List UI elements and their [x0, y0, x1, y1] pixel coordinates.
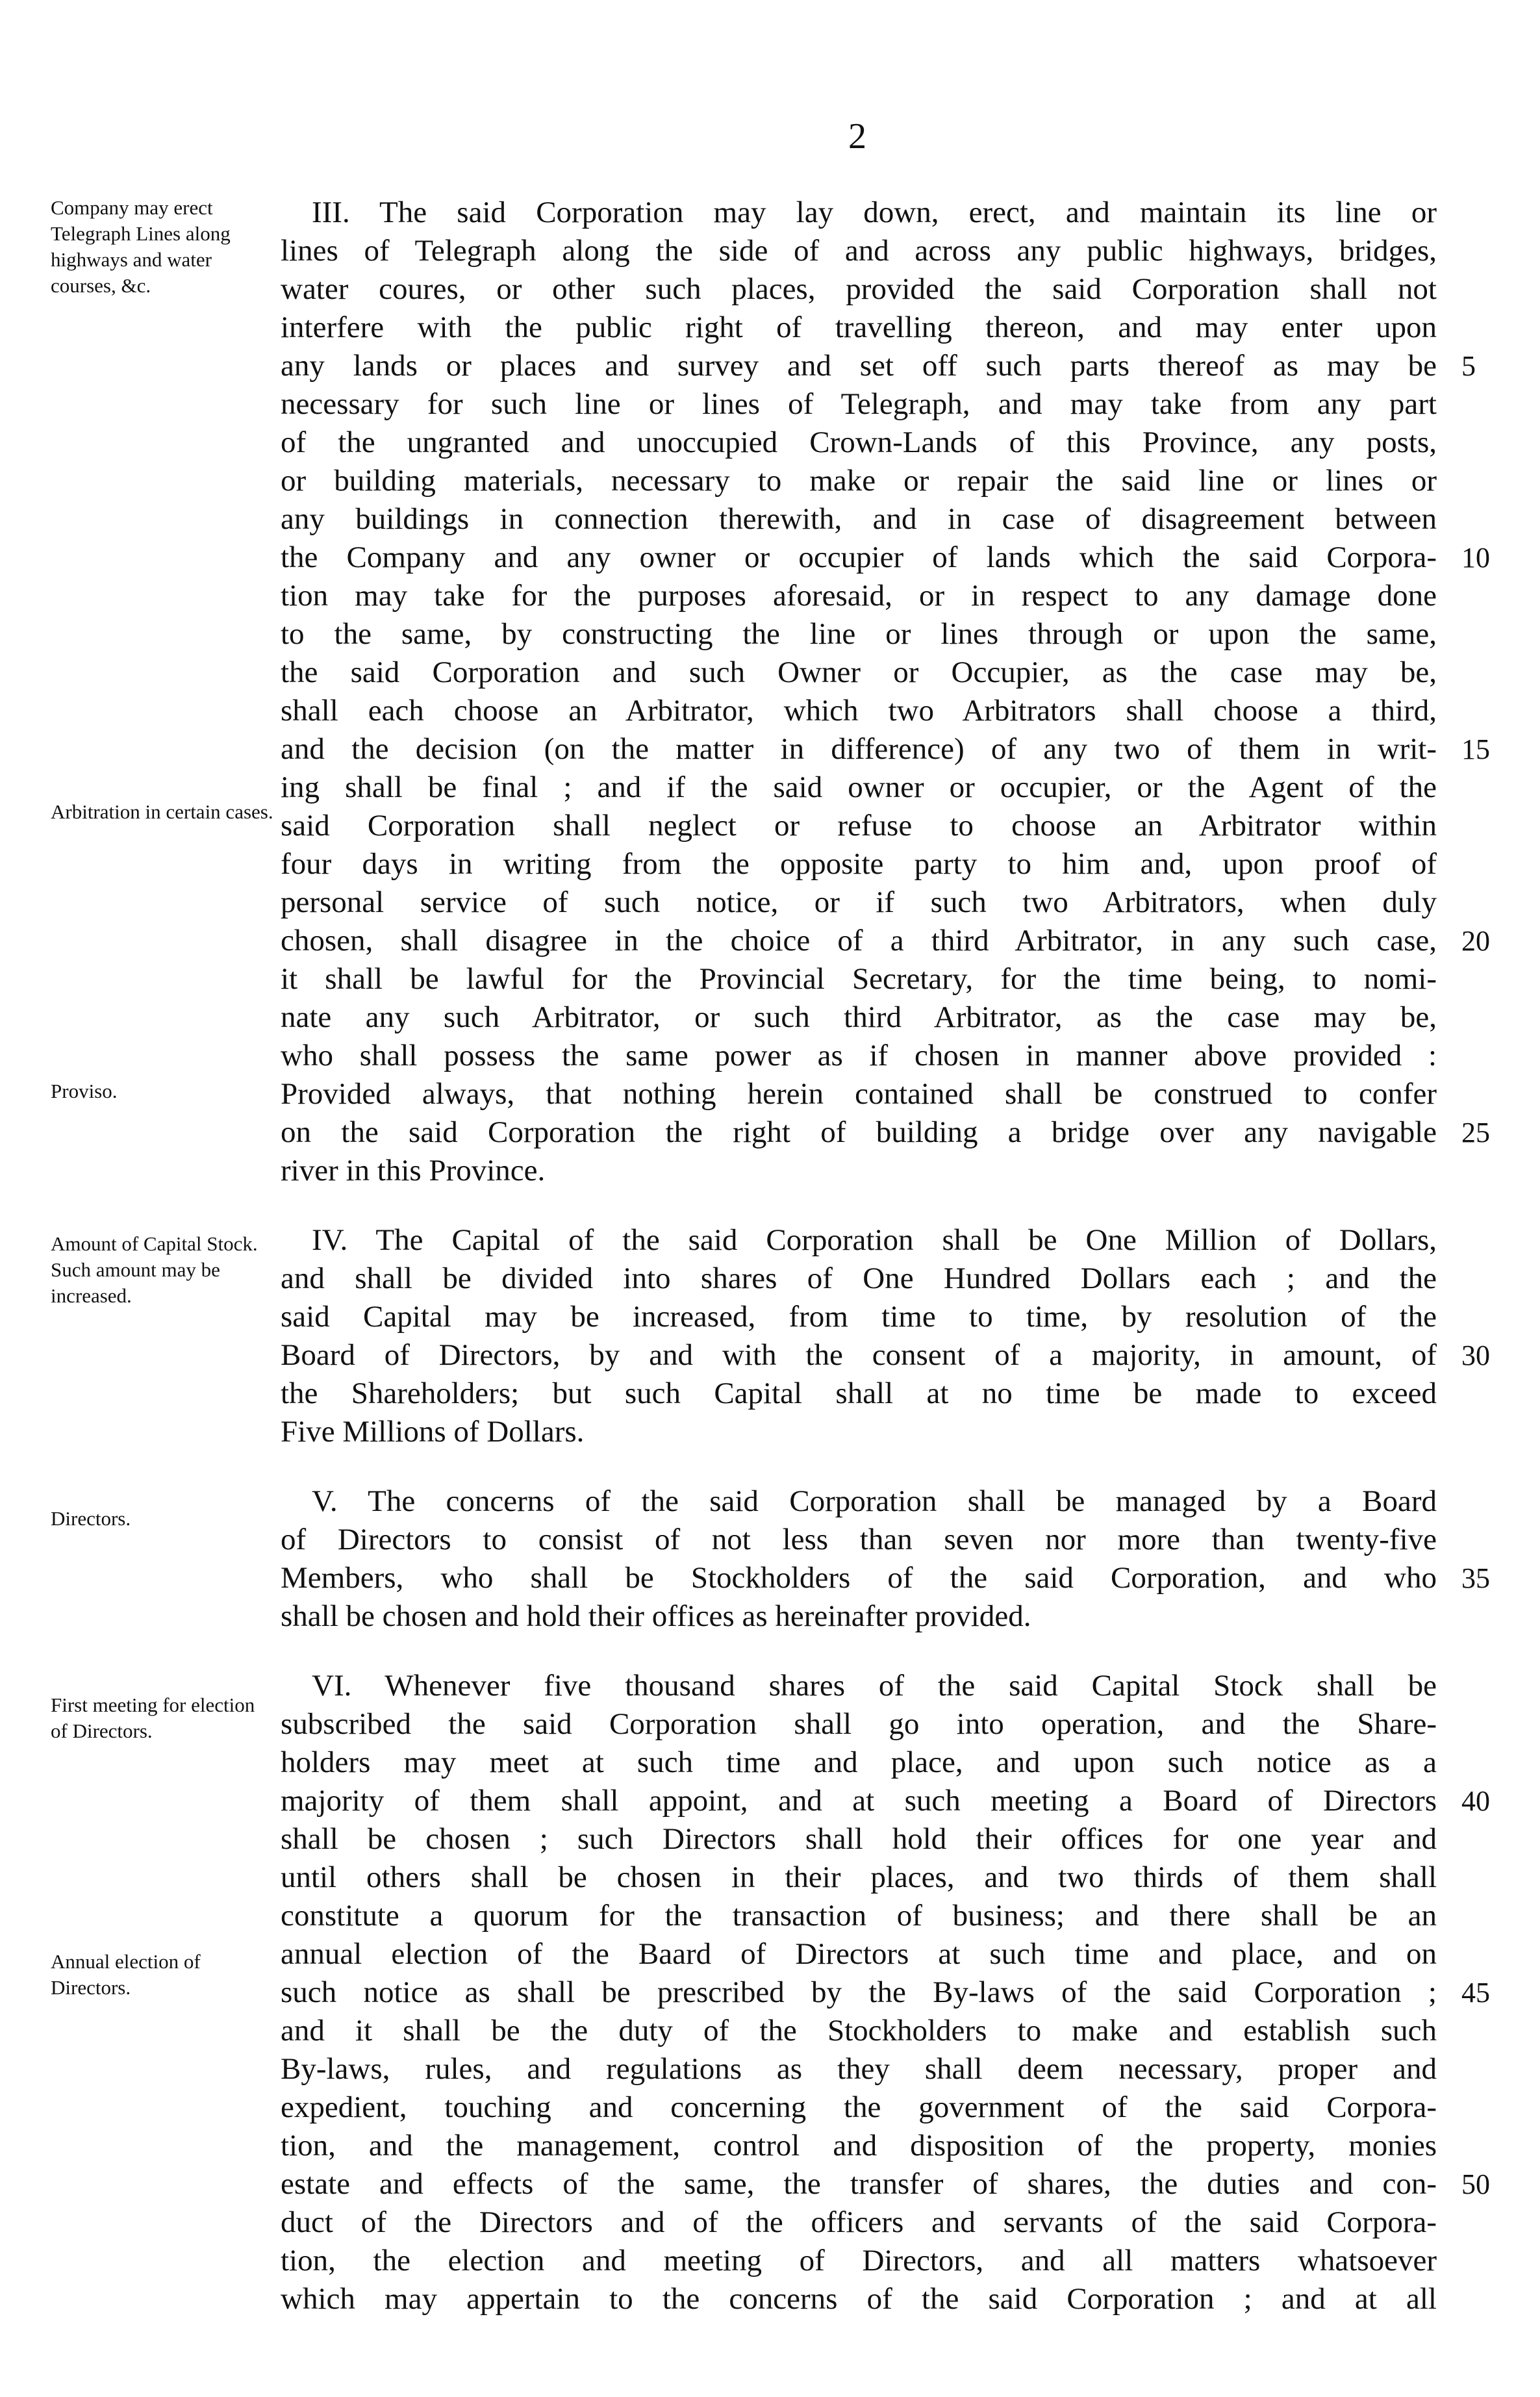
body-line: Provided always, that nothing herein contained shall be construed to confer	[281, 1077, 1437, 1111]
body-line: estate and effects of the same, the transfer of shares, the duties and con-	[281, 2167, 1437, 2201]
body-line: lines of Telegraph along the side of and across any public highways, bridges,	[281, 234, 1437, 268]
line-number: 15	[1461, 733, 1490, 765]
body-line: interfere with the public right of travelling thereon, and may enter upon	[281, 311, 1437, 344]
body-line: any lands or places and survey and set off such parts thereof as may be	[281, 349, 1437, 383]
body-line: said Capital may be increased, from time to time, by resolution of the	[281, 1300, 1437, 1334]
margin-note-proviso: Proviso.	[51, 1080, 118, 1102]
margin-note-capital-stock: Amount of Capital Stock. Such amount may be increased.	[51, 1232, 258, 1307]
body-line: majority of them shall appoint, and at such meeting a Board of Directors	[281, 1784, 1437, 1818]
body-line: until others shall be chosen in their places, and two thirds of them shall	[281, 1860, 1437, 1894]
body-line: By-laws, rules, and regulations as they shall deem necessary, proper and	[281, 2052, 1437, 2086]
line-number: 40	[1461, 1785, 1490, 1817]
body-line: Board of Directors, by and with the consent of a majority, in amount, of	[281, 1338, 1437, 1372]
body-line: of the ungranted and unoccupied Crown-Lands of this Province, any posts,	[281, 425, 1437, 459]
margin-note-annual-election: Annual election of Directors.	[51, 1950, 201, 1999]
line-number: 35	[1461, 1562, 1490, 1594]
body-line: III. The said Corporation may lay down, erect, and maintain its line or	[312, 196, 1437, 229]
body-line: river in this Province.	[281, 1154, 546, 1187]
line-number: 20	[1461, 925, 1490, 957]
body-line: nate any such Arbitrator, or such third Arbitrator, as the case may be,	[281, 1000, 1437, 1034]
body-line: duct of the Directors and of the officers and servants of the said Corpora-	[281, 2205, 1437, 2239]
body-line: VI. Whenever five thousand shares of the said Capital Stock shall be	[312, 1669, 1437, 1703]
body-line: such notice as shall be prescribed by the By-laws of the said Corporation ;	[281, 1975, 1437, 2009]
body-line: it shall be lawful for the Provincial Secretary, for the time being, to nomi-	[281, 962, 1437, 996]
body-line: and the decision (on the matter in difference) of any two of them in writ-	[281, 732, 1437, 766]
body-line: and shall be divided into shares of One Hundred Dollars each ; and the	[281, 1262, 1437, 1295]
body-line: annual election of the Baard of Directors at such time and place, and on	[281, 1937, 1437, 1971]
body-line: constitute a quorum for the transaction of business; and there shall be an	[281, 1899, 1437, 1933]
body-line: the Shareholders; but such Capital shall at no time be made to exceed	[281, 1376, 1437, 1410]
line-number: 45	[1461, 1977, 1490, 2009]
body-line: subscribed the said Corporation shall go into operation, and the Share-	[281, 1707, 1437, 1741]
line-number: 25	[1461, 1117, 1490, 1148]
body-line: on the said Corporation the right of building a bridge over any navigable	[281, 1115, 1437, 1149]
body-line: expedient, touching and concerning the government of the said Corpora-	[281, 2090, 1437, 2124]
body-line: water coures, or other such places, provided the said Corporation shall not	[281, 272, 1437, 306]
body-line: chosen, shall disagree in the choice of a third Arbitrator, in any such case,	[281, 924, 1437, 958]
body-line: tion may take for the purposes aforesaid, or in respect to any damage done	[281, 579, 1437, 613]
body-line: Five Millions of Dollars.	[281, 1415, 585, 1449]
body-line: and it shall be the duty of the Stockholders to make and establish such	[281, 2014, 1437, 2048]
body-line: necessary for such line or lines of Telegraph, and may take from any part	[281, 387, 1437, 421]
body-line: any buildings in connection therewith, and in case of disagreement between	[281, 502, 1437, 536]
body-line: which may appertain to the concerns of the said Corporation ; and at all	[281, 2282, 1437, 2316]
body-line: V. The concerns of the said Corporation shall be managed by a Board	[312, 1484, 1437, 1518]
body-line: the Company and any owner or occupier of lands which the said Corpora-	[281, 540, 1437, 574]
margin-note-telegraph-lines: Company may erect Telegraph Lines along highways and water courses, &c.	[51, 196, 231, 297]
body-line: to the same, by constructing the line or lines through or upon the same,	[281, 617, 1437, 651]
body-line: holders may meet at such time and place, and upon such notice as a	[281, 1745, 1437, 1779]
body-line: ing shall be final ; and if the said owner or occupier, or the Agent of the	[281, 770, 1437, 804]
body-line: shall be chosen and hold their offices as hereinafter provided.	[281, 1599, 1031, 1633]
body-line: Members, who shall be Stockholders of the said Corporation, and who	[281, 1561, 1437, 1595]
page-number: 2	[848, 116, 866, 157]
body-line: personal service of such notice, or if such two Arbitrators, when duly	[281, 885, 1437, 919]
body-line: shall be chosen ; such Directors shall hold their offices for one year and	[281, 1822, 1437, 1856]
body-line: tion, the election and meeting of Directors, and all matters whatsoever	[281, 2244, 1437, 2277]
line-number: 5	[1461, 350, 1476, 382]
body-line: or building materials, necessary to make or repair the said line or lines or	[281, 464, 1437, 498]
body-line: shall each choose an Arbitrator, which two Arbitrators shall choose a third,	[281, 694, 1437, 728]
body-line: said Corporation shall neglect or refuse to choose an Arbitrator within	[281, 809, 1437, 843]
margin-note-arbitration: Arbitration in certain cases.	[51, 800, 273, 823]
line-number: 10	[1461, 542, 1490, 574]
line-number: 30	[1461, 1339, 1490, 1371]
body-line: of Directors to consist of not less than seven nor more than twenty-five	[281, 1523, 1437, 1556]
body-line: the said Corporation and such Owner or Occupier, as the case may be,	[281, 655, 1437, 689]
body-line: four days in writing from the opposite party to him and, upon proof of	[281, 847, 1437, 881]
body-line: tion, and the management, control and disposition of the property, monies	[281, 2129, 1437, 2162]
margin-note-first-meeting: First meeting for election of Directors.	[51, 1693, 255, 1742]
body-line: who shall possess the same power as if chosen in manner above provided :	[281, 1039, 1437, 1072]
body-line: IV. The Capital of the said Corporation shall be One Million of Dollars,	[312, 1223, 1437, 1257]
line-number: 50	[1461, 2168, 1490, 2200]
margin-note-directors: Directors.	[51, 1507, 131, 1530]
